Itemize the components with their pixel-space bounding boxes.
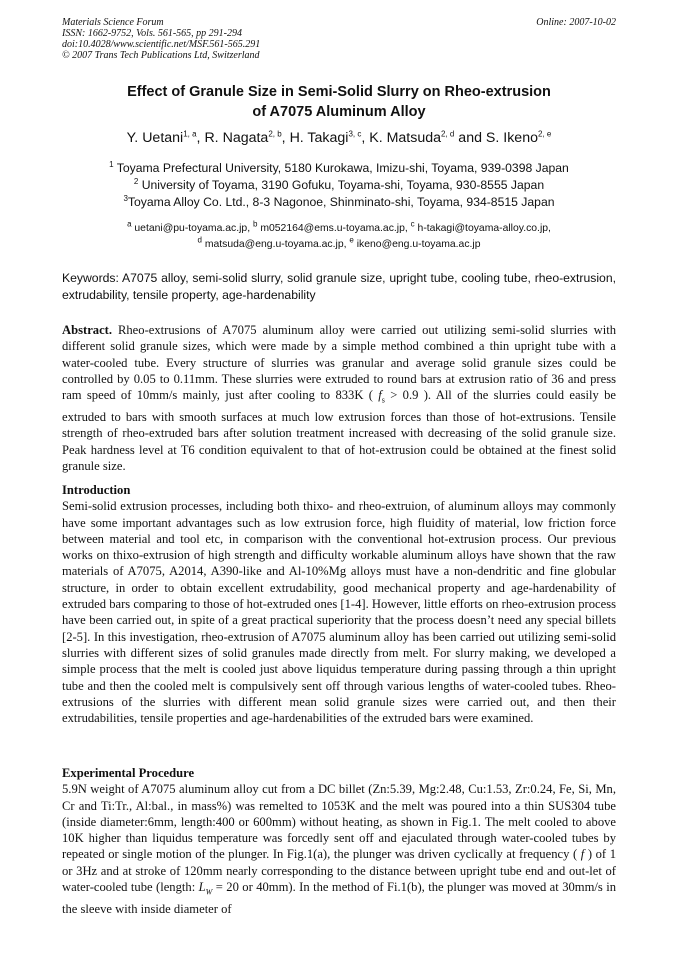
email-e: ikeno@eng.u-toyama.ac.jp bbox=[356, 239, 481, 250]
affiliations bbox=[62, 160, 616, 211]
introduction-text: Semi-solid extrusion processes, including both thixo- and rheo-extruion, of aluminum alloys may commonly have some important advantages such as low extrusion force, high fluidity of material, low friction force between material and tool etc, in comparison with the conventional hot-extrusion process. Our previous works on thixo-extrusion of high strength and difficulty workable aluminum alloys have shown that the raw materials of A7075, A2014, A390-like and Al-10%Mg alloys must have a non-dendritic and fine globular structure, in order to obtain excellent extrudability, good mechanical property and age-hardenability of extruded bars comparing to those of hot-extruded ones [1-4]. However, little efforts on rheo-extrusion process have been carried out, in spite of a great practical superiority that the process doesn’t need any special billets [2-5]. In this investigation, rheo-extrusion of A7075 aluminum alloy has been carried out utilizing semi-solid slurries with different sizes of solid granules made directly from melt. For slurry making, we developed a simple process that the melt is cooled just above liquidus temperature during passing through a thin upright tube and then the cooled melt is compulsively sent off through various lengths of water-cooled tubes. Rheo-extrusions of the slurries with different mean solid granule sizes were carried out, and then their extrudabilities, tensile properties and age-hardenabilities of the extruded bars were examined. bbox=[62, 499, 616, 726]
lw-subscript: W bbox=[205, 887, 213, 897]
lw-symbol: L bbox=[198, 880, 206, 895]
email-key-d: d bbox=[197, 235, 202, 245]
author-list bbox=[62, 128, 616, 148]
affiliation-text: University of Toyama, 3190 Gofuku, Toyama-shi, Toyama, 930-8555 Japan bbox=[141, 178, 545, 192]
affiliation-text: Toyama Alloy Co. Ltd., 8-3 Nagonoe, Shinminato-shi, Toyama, 934-8515 Japan bbox=[127, 195, 555, 209]
affiliation-2 bbox=[62, 177, 616, 194]
email-line-2 bbox=[62, 237, 616, 253]
author-3-affil: 3, c bbox=[348, 129, 362, 139]
journal-header bbox=[62, 17, 616, 61]
abstract-text-1: Rheo-extrusions of A7075 aluminum alloy were carried out utilizing semi-solid slurries with different solid granule sizes, which were made by a simple method combined a thin upright tube with a water-cooled tube. Every structure of slurries was granular and average solid granule sizes could be controlled by 0.05 to 0.11mm. These slurries were extruded to round bars at extrusion ratio of 36 and press ram speed of 10mm/s mainly, just after cooling to 833K ( bbox=[62, 323, 616, 403]
experimental-text-1: 5.9N weight of A7075 aluminum alloy cut from a DC billet (Zn:5.39, Mg:2.48, Cu:1.53, Zr:0.24, Fe, Si, Mn, Cr and Ti:Tr., Al:bal., in mass%) was remelted to 1053K and the melt was poured into a thin SUS304 tube (inside diameter:6mm, length:400 or 600mm) without heating, as shown in Fig.1. The melt cooled to above 10K higher than liquidus temperature was forcedly sent off and ejaculated through water-cooled tubes by repeated or single motion of the plunger. In Fig.1(a), the plunger was driven cyclically at frequency ( bbox=[62, 782, 616, 862]
experimental-text-3: = 20 or 40mm). In the method of Fi.1(b), the plunger was moved at 30mm/s in the sleeve with inside diameter of bbox=[62, 880, 616, 916]
email-c: h-takagi@toyama-alloy.co.jp, bbox=[417, 223, 551, 234]
email-key-c: c bbox=[410, 219, 415, 229]
paper-title bbox=[62, 82, 616, 122]
author-5: S. Ikeno bbox=[485, 130, 538, 146]
author-2: R. Nagata bbox=[204, 130, 269, 146]
email-a: uetani@pu-toyama.ac.jp, bbox=[134, 223, 251, 234]
email-key-b: b bbox=[252, 219, 258, 229]
author-separator: , bbox=[361, 130, 370, 146]
introduction-heading: Introduction bbox=[62, 483, 131, 497]
f-symbol: f bbox=[580, 847, 585, 862]
email-d: matsuda@eng.u-toyama.ac.jp, bbox=[204, 239, 347, 250]
abstract bbox=[62, 322, 616, 474]
journal-name: Materials Science Forum bbox=[62, 17, 164, 28]
abstract-label: Abstract. bbox=[62, 323, 113, 337]
experimental-heading: Experimental Procedure bbox=[62, 766, 195, 780]
experimental-text-2: ) of 1 or 3Hz and at stroke of 120mm nearly corresponding to the distance between upright tube end and out-let of water-cooled tube (length: bbox=[62, 847, 616, 895]
title-line-1: Effect of Granule Size in Semi-Solid Slurry on Rheo-extrusion bbox=[127, 84, 551, 100]
issn-line: ISSN: 1662-9752, Vols. 561-565, pp 291-294 bbox=[62, 28, 242, 39]
author-4: K. Matsuda bbox=[369, 130, 442, 146]
affiliation-1 bbox=[62, 160, 616, 177]
fs-subscript: s bbox=[381, 395, 385, 405]
email-key-a: a bbox=[127, 219, 132, 229]
title-line-2: of A7075 Aluminum Alloy bbox=[252, 104, 426, 120]
author-3: H. Takagi bbox=[289, 130, 349, 146]
doi-line: doi:10.4028/www.scientific.net/MSF.561-565.291 bbox=[62, 39, 261, 50]
copyright-line: © 2007 Trans Tech Publications Ltd, Switzerland bbox=[62, 50, 260, 61]
introduction-section bbox=[62, 482, 616, 726]
abstract-text-2: > 0.9 ). All of the slurries could easily be extruded to bars with smooth surfaces at much low extrusion forces than those of hot-extrusions. Tensile strength of rheo-extruded bars after solution treatment increased with decreasing of the solid granule size. Peak hardness level at T6 condition equivalent to that of hot-extrusion could be obtained at the finest solid granule size. bbox=[62, 388, 616, 473]
author-separator: , bbox=[281, 130, 290, 146]
affiliation-number: 3 bbox=[123, 193, 128, 203]
author-1-affil: 1, a bbox=[183, 129, 197, 139]
author-emails bbox=[62, 221, 616, 253]
author-separator: , bbox=[196, 130, 205, 146]
author-4-affil: 2, d bbox=[441, 129, 455, 139]
author-and: and bbox=[454, 130, 486, 146]
email-line-1 bbox=[62, 221, 616, 237]
email-b: m052164@ems.u-toyama.ac.jp, bbox=[260, 223, 408, 234]
author-1: Y. Uetani bbox=[126, 130, 184, 146]
affiliation-text: Toyama Prefectural University, 5180 Kurokawa, Imizu-shi, Toyama, 939-0398 Japan bbox=[116, 161, 569, 175]
keywords: Keywords: A7075 alloy, semi-solid slurry, solid granule size, upright tube, cooling tube, rheo-extrusion, extrudability, tensile property, age-hardenability bbox=[62, 271, 616, 302]
fs-symbol: f bbox=[378, 388, 382, 403]
author-2-affil: 2, b bbox=[268, 129, 282, 139]
experimental-section bbox=[62, 765, 616, 917]
email-key-e: e bbox=[349, 235, 354, 245]
affiliation-3 bbox=[62, 194, 616, 211]
affiliation-number: 2 bbox=[133, 176, 139, 186]
affiliation-number: 1 bbox=[109, 159, 114, 169]
online-date: Online: 2007-10-02 bbox=[536, 17, 616, 28]
author-5-affil: 2, e bbox=[537, 129, 552, 139]
